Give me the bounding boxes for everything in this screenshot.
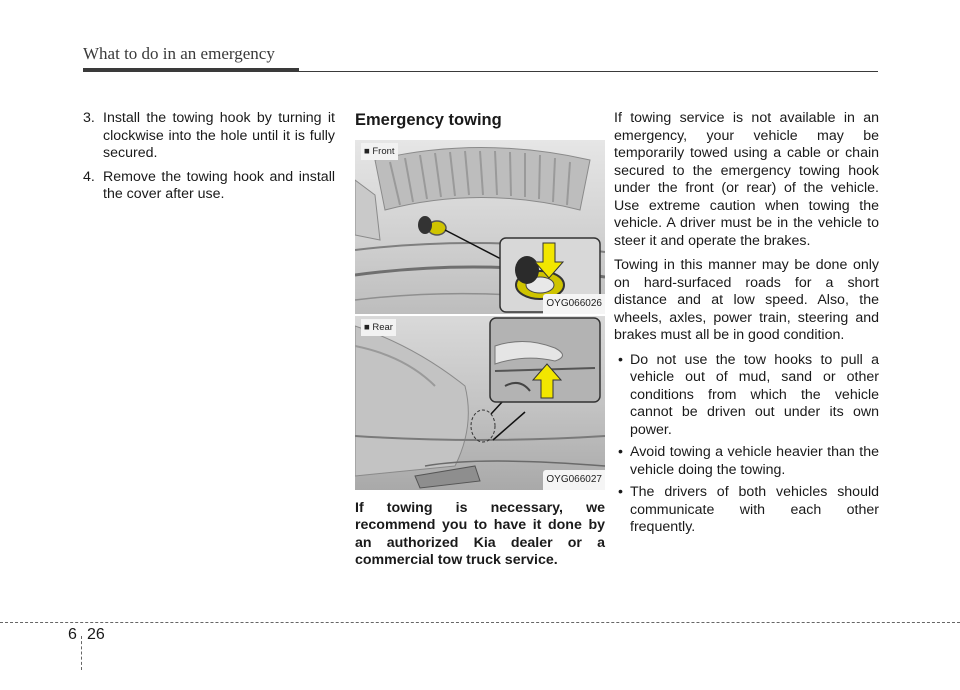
figure-code-front: OYG066026 — [543, 294, 605, 314]
bullet-item — [614, 444, 879, 479]
bullet-icon: • — [618, 351, 623, 368]
page-header-title: What to do in an emergency — [83, 44, 275, 63]
bullet-item — [614, 352, 879, 440]
rear-bumper-illustration — [355, 316, 605, 490]
figure-label-front: ■ Front — [361, 143, 398, 161]
chapter-number: 6 — [68, 626, 77, 643]
page-number: 26 — [87, 626, 105, 643]
towing-recommendation: If towing is necessary, we recommend you to have it done by an authorized Kia dealer or a commercial tow truck service. — [355, 499, 605, 568]
bullet-item — [614, 484, 879, 537]
front-bumper-illustration — [355, 140, 605, 314]
step-3 — [83, 110, 335, 163]
step-text: Install the towing hook by turning it clockwise into the hole until it is fully secured. — [103, 110, 335, 161]
bullet-text: Do not use the tow hooks to pull a vehicle out of mud, sand or other conditions from which the vehicle cannot be driven out under its own power. — [630, 351, 879, 438]
bullet-icon: • — [618, 484, 623, 500]
bullet-icon: • — [618, 444, 623, 460]
step-number: 3. — [83, 110, 95, 126]
step-4 — [83, 169, 335, 204]
figure-code-rear: OYG066027 — [543, 470, 605, 490]
figure-label-rear: ■ Rear — [361, 319, 396, 337]
step-text: Remove the towing hook and install the cover after use. — [103, 168, 335, 202]
bullet-text: The drivers of both vehicles should communicate with each other frequently. — [630, 484, 879, 535]
step-number: 4. — [83, 168, 95, 185]
bullet-text: Avoid towing a vehicle heavier than the vehicle doing the towing. — [630, 444, 879, 478]
column-emergency-towing — [355, 110, 605, 570]
paragraph-towing-conditions: Towing in this manner may be done only on hard-surfaced roads for a short distance and at low speed. Also, the wheels, axles, power train, steering and brakes must all be in good condition. — [614, 257, 879, 343]
paragraph-towing-without-service: If towing service is not available in an emergency, your vehicle may be temporarily towed using a cable or chain secured to the emergency towing hook under the front (or rear) of the vehicle. Use extreme caution when towing the vehicle. A driver must be in the vehicle to steer it and operate the brakes. — [614, 110, 879, 249]
column-instructions — [83, 110, 335, 210]
figure-rear-panel — [355, 316, 605, 490]
towing-hook-figure — [355, 140, 605, 490]
footer-divider — [0, 622, 960, 623]
figure-front-panel — [355, 140, 605, 314]
section-title: Emergency towing — [355, 111, 502, 129]
footer-page-separator — [81, 636, 82, 670]
column-towing-details — [614, 110, 879, 542]
header-rule — [83, 71, 878, 72]
